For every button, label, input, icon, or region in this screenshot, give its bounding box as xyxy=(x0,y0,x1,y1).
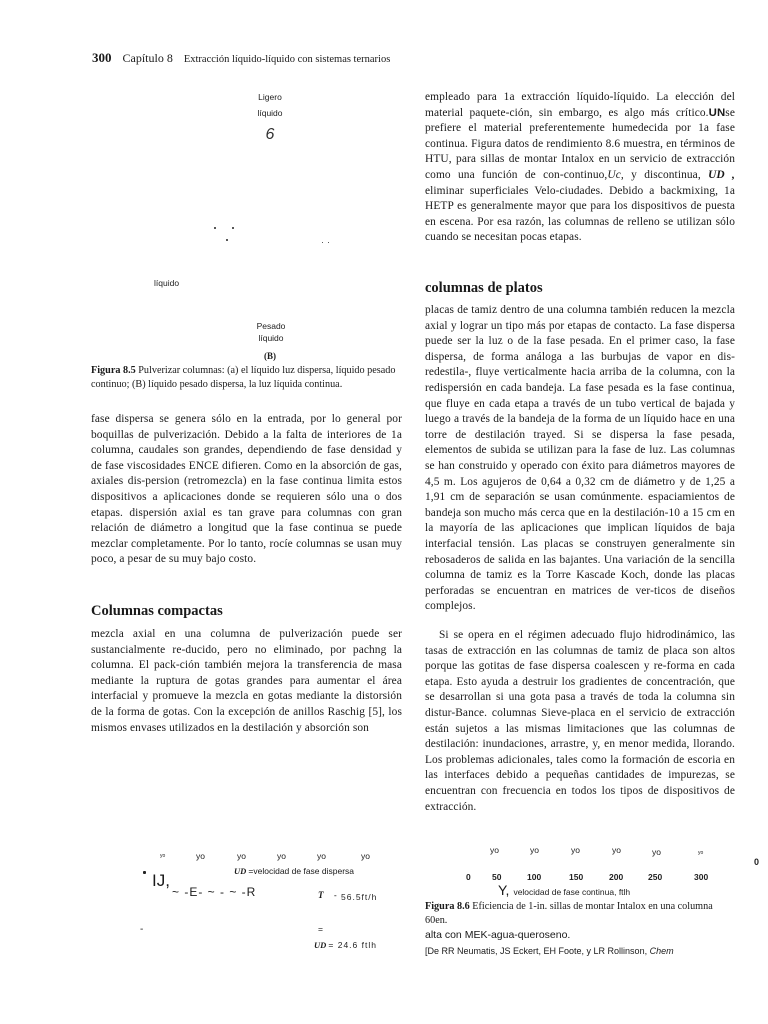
label-liquid-left: líquido xyxy=(154,278,180,288)
x-tick: 100 xyxy=(527,872,542,882)
label-light-1: Ligero xyxy=(258,92,282,102)
tick-yo: yo xyxy=(530,845,539,855)
chapter-title: Extracción líquido-líquido con sistemas ternarios xyxy=(183,54,391,65)
ud-symbol: UD xyxy=(234,866,247,876)
figure-dot xyxy=(328,242,329,243)
caption-text: Eficiencia de 1-in. sillas de montar Intalox en una columna 60en. xyxy=(425,901,713,926)
ud-value-line xyxy=(314,940,377,950)
figure-glyph: 6 xyxy=(265,126,275,143)
x-tick: 250 xyxy=(648,872,663,882)
caption-reference xyxy=(425,946,674,956)
tick-yo: yo xyxy=(490,845,499,855)
t-symbol: T xyxy=(318,890,324,900)
x-tick: 150 xyxy=(569,872,584,882)
dash-left: - xyxy=(140,924,144,935)
tick-yo: yo xyxy=(571,845,580,855)
t-value: 56.5ft/h xyxy=(341,892,378,902)
tick-yo: yo xyxy=(196,851,205,861)
figure-dot xyxy=(226,239,228,241)
tick-tiny: yo xyxy=(698,850,704,856)
tick-yo: yo xyxy=(237,851,246,861)
figure-8-6-caption xyxy=(425,900,735,928)
caption-text: Pulverizar columnas: (a) el líquido luz dispersa, líquido pesado continuo; (B) líquido pesado dispersa, la luz líquida continua. xyxy=(91,365,396,390)
figure-dot xyxy=(214,227,216,229)
text-run: y discontinua, xyxy=(623,168,709,181)
curve-label: ~ -E- ~ - ~ -R xyxy=(172,885,257,899)
caption-prefix: Figura 8.5 xyxy=(91,365,136,376)
tick-yo: yo xyxy=(317,851,326,861)
figure-dot xyxy=(143,871,146,874)
caption-ref-italic: Chem xyxy=(649,946,674,956)
x-label-text: velocidad de fase continua, ftlh xyxy=(513,887,631,897)
ud-legend xyxy=(234,866,354,876)
figure-dot xyxy=(232,227,234,229)
right-paragraph-1 xyxy=(425,90,735,246)
tick-zero-right: 0 xyxy=(754,857,760,867)
label-light-2: líquido xyxy=(257,108,283,118)
ud-legend-text: =velocidad de fase dispersa xyxy=(248,866,355,876)
eq-sign: = xyxy=(318,924,323,934)
text-run-bold: UN xyxy=(708,106,726,119)
text-run: eliminar superficiales Velo-ciudades. Debido a backmixing, 1a HETP es generalmente mayor que para los dispositivos de puesta en escena. Por esa razón, las columnas de relleno se utilizan sólo cuando se necesitan pocas etapas. xyxy=(425,184,735,244)
caption-line-2: alta con MEK-agua-queroseno. xyxy=(425,929,571,941)
right-paragraph-2: placas de tamiz dentro de una columna también reducen la mezcla axial y lograr un tipo más por etapas de contacto. La fase dispersa puede ser la luz o de la fase pesada. En el primer caso, la fase dispersa, de forma análoga a las burbujas de vapor en dis-redestila-, fluye verticalmente hacia arriba de la columna, con la redispersión en cada bandeja. La fase pesada es la fase continua, que fluye en cada etapa a través de un tubo vertical de bajada y luego a través de la bandeja de la forma de un líquido hace en una torre de destilación trayed. Si se dispersa la fase pesada, elementos de subida se utilizan para la fase de luz. Las columnas se han construido y operado con éxito para diámetros mayores de 4,5 m. Los agujeros de 0,64 a 0,32 cm de diámetro y de 1,25 a 1,91 cm de separación se usan comúnmente. espaciamientos de bandeja son mucho más cerca que en la destilación-10 a 15 cm en la mayoría de las aplicaciones que implican líquidos de baja interfacial tensión. Las placas se construyen generalmente sin rebosaderos de salida en las bajantes. Una variación de la sencilla columna de tamiz es la Torre Kascade Koch, donde las placas perforadas se encuentran en matrices de ver-ticos de diseños complejos. xyxy=(425,304,735,613)
symbol-ud: UD , xyxy=(708,168,735,181)
tick-yo: yo xyxy=(652,847,661,857)
tick-yo: yo xyxy=(612,845,621,855)
tick-yo: yo xyxy=(277,851,286,861)
section-heading-packed: Columnas compactas xyxy=(91,603,223,619)
running-header xyxy=(92,50,390,66)
figure-8-5-caption xyxy=(91,364,403,392)
ij-label: IJ, xyxy=(152,871,170,890)
x-symbol: Y, xyxy=(498,882,510,898)
caption-ref-text: [De RR Neumatis, JS Eckert, EH Foote, y LR Rollinson, xyxy=(425,946,650,956)
x-axis-label xyxy=(498,882,630,900)
left-paragraph-2: mezcla axial en una columna de pulverización puede ser sustancialmente re-ducido, pero no eliminado, por pachng la columna. El pack-ción también mejora la transferencia de masa mediante la ruptura de gotas grandes para aumentar el área interfacial y promueve la mezcla en gotas mediante la distorsión de la forma de gotas. Con la excepción de anillos Raschig [5], los mismos envases utilizados en la destilación y absorción son xyxy=(91,628,402,734)
text-run: se prefiere el material preferentemente humedecida por 1a fase continua. Figura datos de rendimiento 8.6 muestra, en términos de HTU, para sillas de montar Intalox en un servicio de extracción como una función de con-continuo, xyxy=(425,106,735,181)
tick-yo: yo xyxy=(361,851,370,861)
section-heading-plates: columnas de platos xyxy=(425,280,543,296)
caption-prefix: Figura 8.6 xyxy=(425,901,470,912)
tick-tiny: yo xyxy=(160,853,166,859)
label-heavy-2: líquido xyxy=(258,333,284,343)
x-tick: 200 xyxy=(609,872,624,882)
symbol-uc: Uc, xyxy=(607,168,624,181)
ud-value: = 24.6 ftlh xyxy=(328,940,377,950)
x-tick: 0 xyxy=(466,872,471,882)
left-paragraph-1: fase dispersa se genera sólo en la entrada, por lo general por boquillas de pulverización. Debido a la falta de interiores de 1a columna, caudales son grandes, dependiendo de fase densidad y de fase viscosidades ENCE difieren. Como en la absorción de gas, axiales dis-persion (retromezcla) en la fase continua limita estos dispositivos a aplicaciones donde se requieren sólo una o dos etapas. dispersión axial es tan grave para columnas con gran relación de diámetro a longitud que la fase continua se puede mezclar completamente. Por lo tanto, rocíe columnas se usan muy poco, a pesar de su muy bajo costo. xyxy=(91,413,402,566)
x-tick: 300 xyxy=(694,872,709,882)
page-number: 300 xyxy=(92,50,112,65)
x-tick: 50 xyxy=(492,872,502,882)
ud-symbol: UD xyxy=(314,940,327,950)
label-b: (B) xyxy=(264,351,276,361)
figure-dot xyxy=(322,242,323,243)
chapter-label: Capítulo 8 xyxy=(122,51,173,65)
t-dash: - xyxy=(334,891,337,900)
right-paragraph-3: Si se opera en el régimen adecuado flujo hidrodinámico, las tasas de extracción en las columnas de tamiz de placa son altos porque las gotitas de fase dispersa coalescen y re-forma en cada etapa. Esto ayuda a destruir los gradientes de concentración, que se desarrollan si una gota pasa a través de toda la columna sin distur-Bance. columnas Sieve-placa en el servicio de extracción están sujetos a las mismas limitaciones que las columnas de destilación: inundaciones, arrastre, y, en menor medida, llorando. Los problemas adicionales, tales como la formación de escoria en las interfaces debido a pequeñas cantidades de impurezas, se encuentran con frecuencia en todos los tipos de dispositivos de extracción. xyxy=(425,629,735,813)
text-run: empleado para 1a extracción líquido-líquido. La elección del material paquete-ción, sin embargo, es algo más crítico. xyxy=(425,91,735,119)
label-heavy-1: Pesado xyxy=(256,321,286,331)
